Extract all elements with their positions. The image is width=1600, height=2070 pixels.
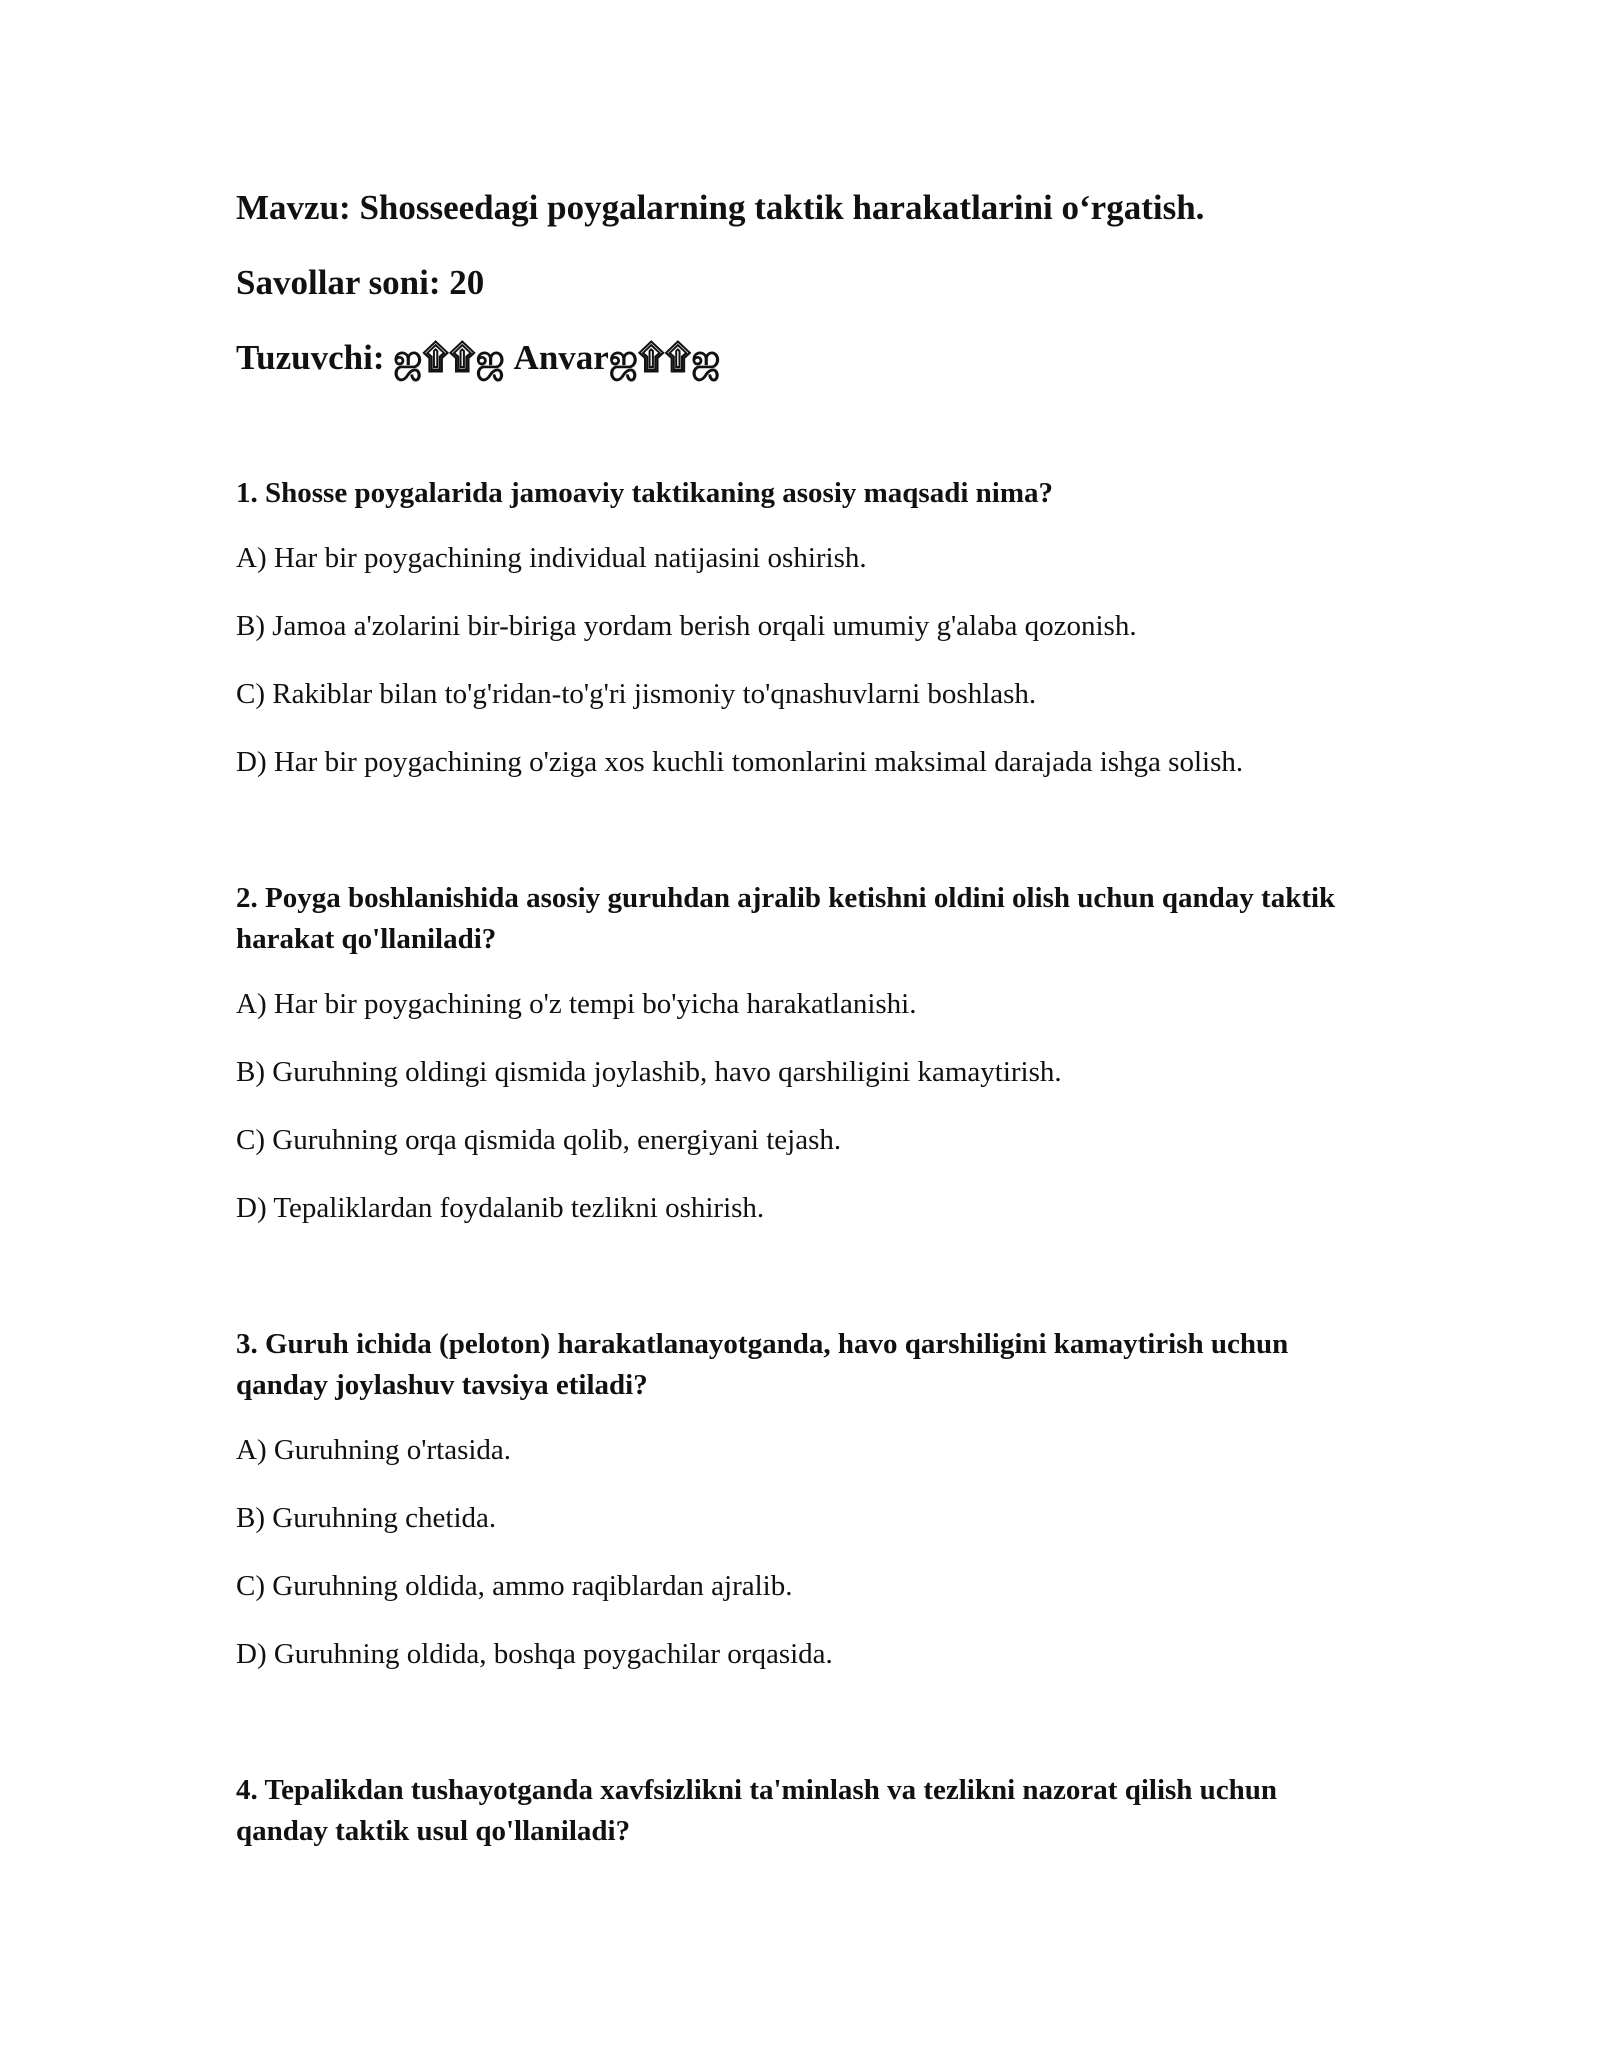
option-b: B) Guruhning oldingi qismida joylashib, havo qarshiligini kamaytirish. (236, 1056, 1062, 1088)
question-text: 2. Poyga boshlanishida asosiy guruhdan ajralib ketishni oldini olish uchun qanday taktik harakat qo'llaniladi? (236, 882, 1336, 955)
topic-heading: Mavzu: Shosseedagi poygalarning taktik harakatlarini o‘rgatish. (236, 188, 1205, 227)
author-line: Tuzuvchi: ஜ۩۩ஜ Anvarஜ۩۩ஜ (236, 338, 721, 377)
question-3 (236, 1324, 1366, 1675)
question-text: 4. Tepalikdan tushayotganda xavfsizlikni ta'minlash va tezlikni nazorat qilish uchun qanday taktik usul qo'llaniladi? (236, 1774, 1278, 1847)
question-text: 1. Shosse poygalarida jamoaviy taktikaning asosiy maqsadi nima? (236, 477, 1053, 509)
option-a: A) Har bir poygachining individual natijasini oshirish. (236, 542, 867, 574)
question-2 (236, 878, 1366, 1229)
document-page (236, 186, 1366, 1947)
option-c: C) Guruhning orqa qismida qolib, energiyani tejash. (236, 1124, 842, 1156)
option-a: A) Har bir poygachining o'z tempi bo'yicha harakatlanishi. (236, 988, 917, 1020)
question-4 (236, 1770, 1366, 1852)
question-count: Savollar soni: 20 (236, 263, 485, 302)
option-a: A) Guruhning o'rtasida. (236, 1434, 512, 1466)
option-c: C) Rakiblar bilan to'g'ridan-to'g'ri jismoniy to'qnashuvlarni boshlash. (236, 678, 1037, 710)
option-d: D) Har bir poygachining o'ziga xos kuchli tomonlarini maksimal darajada ishga solish. (236, 746, 1244, 778)
option-b: B) Jamoa a'zolarini bir-biriga yordam berish orqali umumiy g'alaba qozonish. (236, 610, 1137, 642)
option-c: C) Guruhning oldida, ammo raqiblardan ajralib. (236, 1570, 793, 1602)
header-spacer (236, 411, 1366, 473)
option-b: B) Guruhning chetida. (236, 1502, 497, 1534)
question-text: 3. Guruh ichida (peloton) harakatlanayotganda, havo qarshiligini kamaytirish uchun qanday joylashuv tavsiya etiladi? (236, 1328, 1289, 1401)
option-d: D) Guruhning oldida, boshqa poygachilar orqasida. (236, 1638, 833, 1670)
question-1 (236, 473, 1366, 783)
option-d: D) Tepaliklardan foydalanib tezlikni oshirish. (236, 1192, 765, 1224)
